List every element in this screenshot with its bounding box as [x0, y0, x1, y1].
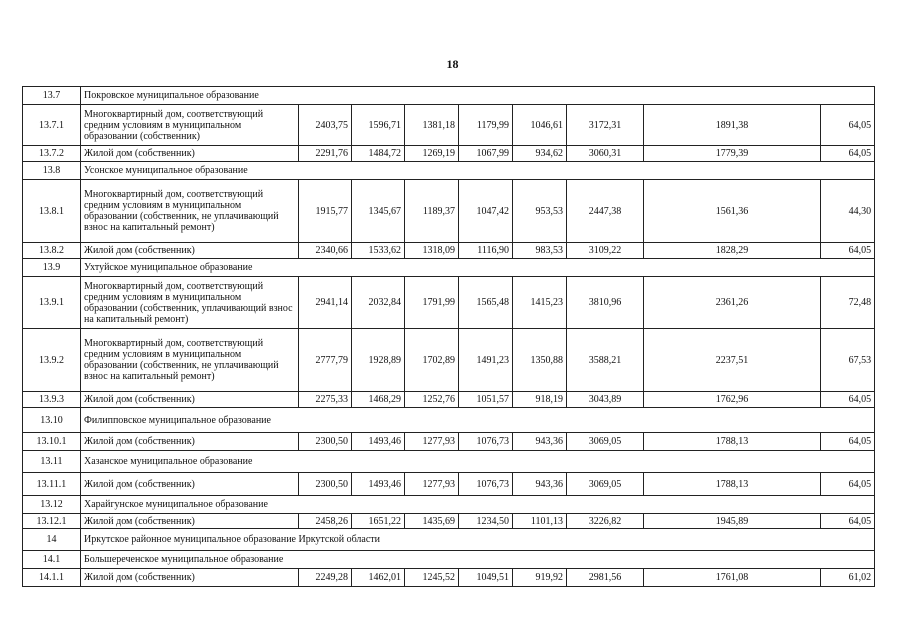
- value-cell: 1269,19: [405, 146, 459, 162]
- row-code: 13.10.1: [23, 433, 81, 451]
- value-cell: 3109,22: [567, 243, 644, 259]
- value-cell: 1828,29: [644, 243, 821, 259]
- value-cell: 64,05: [821, 433, 875, 451]
- row-code: 13.10: [23, 408, 81, 433]
- value-cell: 3588,21: [567, 329, 644, 392]
- value-cell: 1462,01: [352, 569, 405, 587]
- value-cell: 1493,46: [352, 433, 405, 451]
- value-cell: 1779,39: [644, 146, 821, 162]
- row-name: Жилой дом (собственник): [81, 392, 299, 408]
- section-name: Усонское муниципальное образование: [81, 162, 875, 180]
- row-name: Жилой дом (собственник): [81, 433, 299, 451]
- value-cell: 64,05: [821, 514, 875, 529]
- value-cell: 1761,08: [644, 569, 821, 587]
- row-name: Многоквартирный дом, соответствующий средним условиям в муниципальном образовании (собственник): [81, 105, 299, 146]
- value-cell: 1762,96: [644, 392, 821, 408]
- value-cell: 953,53: [513, 180, 567, 243]
- value-cell: 1234,50: [459, 514, 513, 529]
- section-name: Ухтуйское муниципальное образование: [81, 259, 875, 277]
- value-cell: 2403,75: [299, 105, 352, 146]
- value-cell: 1345,67: [352, 180, 405, 243]
- value-cell: 1047,42: [459, 180, 513, 243]
- value-cell: 1046,61: [513, 105, 567, 146]
- row-name: Многоквартирный дом, соответствующий средним условиям в муниципальном образовании (собственник, уплачивающий взнос на капитальный ремонт): [81, 277, 299, 329]
- value-cell: 1116,90: [459, 243, 513, 259]
- value-cell: 2275,33: [299, 392, 352, 408]
- value-cell: 2777,79: [299, 329, 352, 392]
- table-row: [23, 514, 875, 529]
- value-cell: 919,92: [513, 569, 567, 587]
- section-row: [23, 496, 875, 514]
- table-row: [23, 277, 875, 329]
- value-cell: 1381,18: [405, 105, 459, 146]
- value-cell: 64,05: [821, 105, 875, 146]
- value-cell: 943,36: [513, 433, 567, 451]
- value-cell: 2447,38: [567, 180, 644, 243]
- row-code: 13.8: [23, 162, 81, 180]
- row-name: Жилой дом (собственник): [81, 473, 299, 496]
- row-code: 13.12.1: [23, 514, 81, 529]
- value-cell: 1435,69: [405, 514, 459, 529]
- value-cell: 3043,89: [567, 392, 644, 408]
- section-row: [23, 451, 875, 473]
- value-cell: 1484,72: [352, 146, 405, 162]
- row-name: Многоквартирный дом, соответствующий средним условиям в муниципальном образовании (собственник, не уплачивающий взнос на капитальный ремонт): [81, 329, 299, 392]
- row-code: 13.8.1: [23, 180, 81, 243]
- value-cell: 1596,71: [352, 105, 405, 146]
- row-name: Многоквартирный дом, соответствующий средним условиям в муниципальном образовании (собственник, не уплачивающий взнос на капитальный ремонт): [81, 180, 299, 243]
- value-cell: 2941,14: [299, 277, 352, 329]
- value-cell: 1076,73: [459, 473, 513, 496]
- table-row: [23, 329, 875, 392]
- row-code: 13.12: [23, 496, 81, 514]
- table-row: [23, 569, 875, 587]
- value-cell: 943,36: [513, 473, 567, 496]
- value-cell: 934,62: [513, 146, 567, 162]
- value-cell: 3060,31: [567, 146, 644, 162]
- tariff-table: [22, 86, 875, 587]
- value-cell: 1565,48: [459, 277, 513, 329]
- section-row: [23, 162, 875, 180]
- section-name: Филипповское муниципальное образование: [81, 408, 875, 433]
- value-cell: 1891,38: [644, 105, 821, 146]
- table-row: [23, 473, 875, 496]
- value-cell: 1189,37: [405, 180, 459, 243]
- section-name: Большереченское муниципальное образование: [81, 551, 875, 569]
- value-cell: 1945,89: [644, 514, 821, 529]
- value-cell: 3069,05: [567, 473, 644, 496]
- table-body: [23, 87, 875, 587]
- value-cell: 1067,99: [459, 146, 513, 162]
- value-cell: 1788,13: [644, 433, 821, 451]
- row-code: 13.11.1: [23, 473, 81, 496]
- row-code: 13.7.1: [23, 105, 81, 146]
- value-cell: 1051,57: [459, 392, 513, 408]
- table-row: [23, 180, 875, 243]
- table-row: [23, 105, 875, 146]
- value-cell: 2237,51: [644, 329, 821, 392]
- value-cell: 64,05: [821, 473, 875, 496]
- value-cell: 64,05: [821, 146, 875, 162]
- section-name: Иркутское районное муниципальное образование Иркутской области: [81, 529, 875, 551]
- value-cell: 2249,28: [299, 569, 352, 587]
- value-cell: 2032,84: [352, 277, 405, 329]
- value-cell: 3069,05: [567, 433, 644, 451]
- row-code: 13.7: [23, 87, 81, 105]
- value-cell: 64,05: [821, 392, 875, 408]
- value-cell: 1651,22: [352, 514, 405, 529]
- value-cell: 1533,62: [352, 243, 405, 259]
- value-cell: 72,48: [821, 277, 875, 329]
- row-name: Жилой дом (собственник): [81, 146, 299, 162]
- value-cell: 1350,88: [513, 329, 567, 392]
- table-row: [23, 433, 875, 451]
- value-cell: 3226,82: [567, 514, 644, 529]
- value-cell: 1928,89: [352, 329, 405, 392]
- row-code: 14.1: [23, 551, 81, 569]
- value-cell: 1561,36: [644, 180, 821, 243]
- row-code: 13.7.2: [23, 146, 81, 162]
- section-name: Хазанское муниципальное образование: [81, 451, 875, 473]
- value-cell: 1179,99: [459, 105, 513, 146]
- row-name: Жилой дом (собственник): [81, 514, 299, 529]
- row-code: 14: [23, 529, 81, 551]
- value-cell: 2458,26: [299, 514, 352, 529]
- value-cell: 1245,52: [405, 569, 459, 587]
- section-name: Покровское муниципальное образование: [81, 87, 875, 105]
- section-row: [23, 87, 875, 105]
- table-row: [23, 146, 875, 162]
- value-cell: 1318,09: [405, 243, 459, 259]
- section-row: [23, 529, 875, 551]
- value-cell: 2981,56: [567, 569, 644, 587]
- value-cell: 1468,29: [352, 392, 405, 408]
- value-cell: 1791,99: [405, 277, 459, 329]
- row-name: Жилой дом (собственник): [81, 243, 299, 259]
- value-cell: 1788,13: [644, 473, 821, 496]
- row-code: 13.9.1: [23, 277, 81, 329]
- row-code: 13.9.2: [23, 329, 81, 392]
- value-cell: 67,53: [821, 329, 875, 392]
- row-code: 13.9.3: [23, 392, 81, 408]
- row-code: 13.8.2: [23, 243, 81, 259]
- table-row: [23, 392, 875, 408]
- value-cell: 1491,23: [459, 329, 513, 392]
- section-name: Харайгунское муниципальное образование: [81, 496, 875, 514]
- section-row: [23, 408, 875, 433]
- value-cell: 2291,76: [299, 146, 352, 162]
- row-code: 13.11: [23, 451, 81, 473]
- value-cell: 61,02: [821, 569, 875, 587]
- value-cell: 1415,23: [513, 277, 567, 329]
- value-cell: 64,05: [821, 243, 875, 259]
- value-cell: 2361,26: [644, 277, 821, 329]
- value-cell: 918,19: [513, 392, 567, 408]
- value-cell: 3810,96: [567, 277, 644, 329]
- section-row: [23, 551, 875, 569]
- value-cell: 1277,93: [405, 433, 459, 451]
- value-cell: 983,53: [513, 243, 567, 259]
- row-code: 14.1.1: [23, 569, 81, 587]
- value-cell: 1702,89: [405, 329, 459, 392]
- value-cell: 1049,51: [459, 569, 513, 587]
- row-name: Жилой дом (собственник): [81, 569, 299, 587]
- value-cell: 2300,50: [299, 473, 352, 496]
- value-cell: 2340,66: [299, 243, 352, 259]
- value-cell: 44,30: [821, 180, 875, 243]
- value-cell: 2300,50: [299, 433, 352, 451]
- section-row: [23, 259, 875, 277]
- value-cell: 1915,77: [299, 180, 352, 243]
- value-cell: 1493,46: [352, 473, 405, 496]
- page-number: 18: [446, 57, 459, 71]
- value-cell: 1101,13: [513, 514, 567, 529]
- table-row: [23, 243, 875, 259]
- value-cell: 1277,93: [405, 473, 459, 496]
- value-cell: 1076,73: [459, 433, 513, 451]
- row-code: 13.9: [23, 259, 81, 277]
- value-cell: 1252,76: [405, 392, 459, 408]
- value-cell: 3172,31: [567, 105, 644, 146]
